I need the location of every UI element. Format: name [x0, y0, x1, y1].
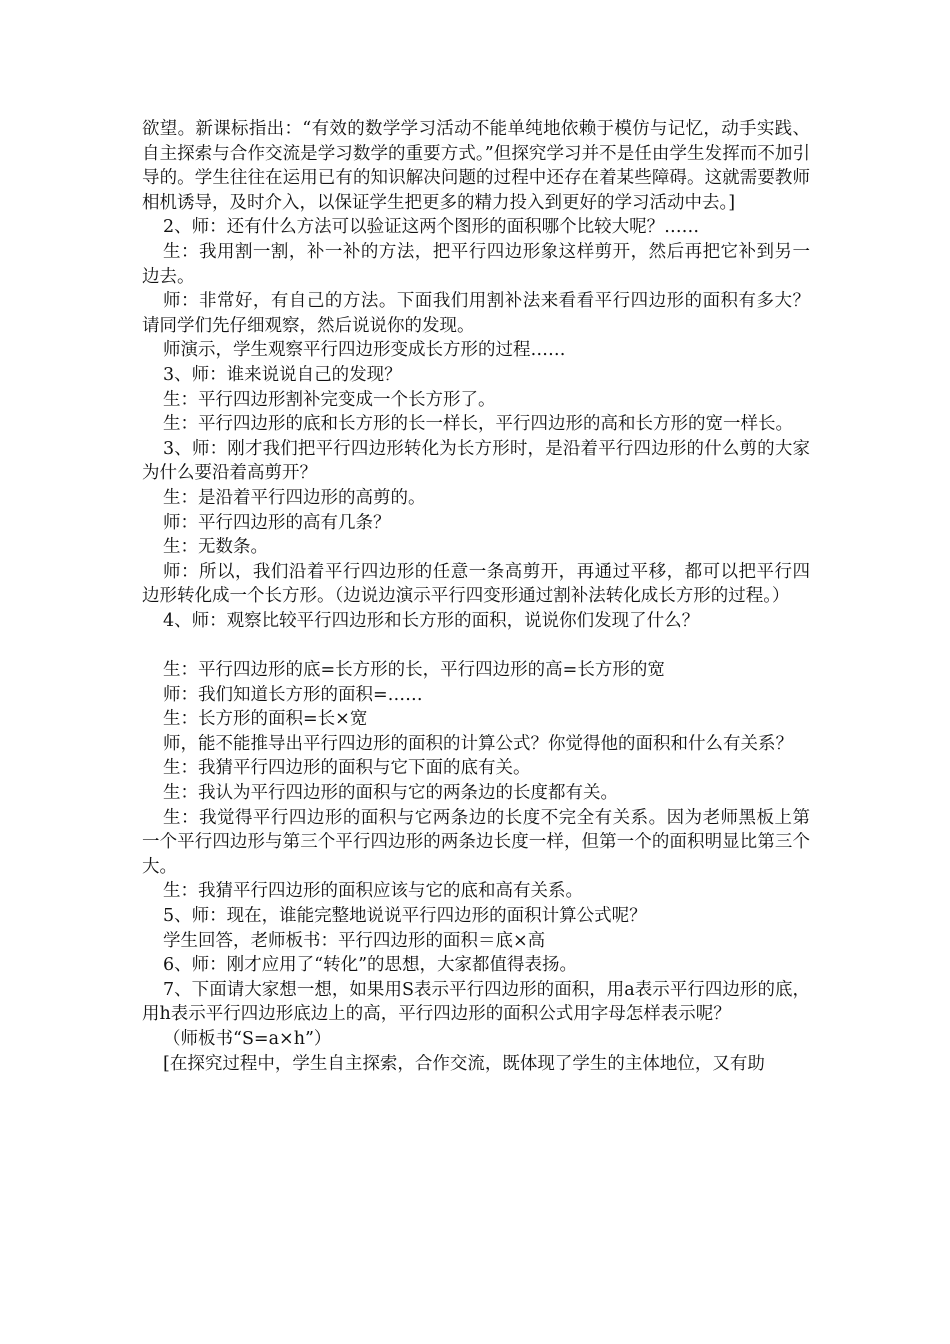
paragraph-26: 6、师：刚才应用了“转化”的思想，大家都值得表扬。: [163, 955, 578, 976]
paragraph-2: 2、师：还有什么方法可以验证这两个图形的面积哪个比较大呢？……: [163, 217, 700, 238]
paragraph-14: 4、师：观察比较平行四边形和长方形的面积，说说你们发现了什么？: [163, 610, 700, 631]
paragraph-29: [在探究过程中，学生自主探索，合作交流，既体现了学生的主体地位，又有助: [163, 1053, 765, 1074]
paragraph-12: 生：无数条。: [163, 537, 268, 558]
document-page: [142, 117, 810, 1076]
paragraph-24: 5、师：现在，谁能完整地说说平行四边形的面积计算公式呢？: [163, 906, 647, 926]
paragraph-23: 生：我猜平行四边形的面积应该与它的底和高有关系。: [163, 881, 583, 902]
paragraph-7: 生：平行四边形割补完变成一个长方形了。: [163, 389, 496, 410]
paragraph-11: 师：平行四边形的高有几条？: [163, 512, 391, 533]
paragraph-28: （师板书“S=a×h”）: [163, 1028, 332, 1049]
paragraph-10: 生：是沿着平行四边形的高剪的。: [163, 487, 426, 508]
blank-line: [142, 633, 810, 658]
paragraph-21: 生：我认为平行四边形的面积与它的两条边的长度都有关。: [163, 783, 618, 804]
paragraph-6: 3、师：谁来说说自己的发现？: [163, 364, 402, 385]
paragraph-1: 欲望。新课标指出：“有效的数学学习活动不能单纯地依赖于模仿与记忆，动手实践、自主探索与合作交流是学习数学的重要方式。”但探究学习并不是任由学生发挥而不加引导的。学生往往在运用已有的知识解决问题的过程中还存在着某些障碍。这就需要教师相机诱导，及时介入，以保证学生把更多的精力投入到更好的学习活动中去。]: [142, 119, 810, 213]
paragraph-16: 生：平行四边形的底=长方形的长，平行四边形的高=长方形的宽: [163, 660, 665, 681]
paragraph-19: 师，能不能推导出平行四边形的面积的计算公式？你觉得他的面积和什么有关系？: [163, 733, 793, 754]
paragraph-9: 3、师：刚才我们把平行四边形转化为长方形时，是沿着平行四边形的什么剪的大家为什么要沿着高剪开？: [142, 438, 810, 484]
paragraph-8: 生：平行四边形的底和长方形的长一样长，平行四边形的高和长方形的宽一样长。: [163, 414, 793, 435]
paragraph-3: 生：我用割一割，补一补的方法，把平行四边形象这样剪开，然后再把它补到另一边去。: [142, 241, 810, 287]
paragraph-22: 生：我觉得平行四边形的面积与它两条边的长度不完全有关系。因为老师黑板上第一个平行四边形与第三个平行四边形的两条边长度一样，但第一个的面积明显比第三个大。: [142, 807, 810, 877]
paragraph-27: 7、下面请大家想一想，如果用S表示平行四边形的面积，用a表示平行四边形的底，用h表示平行四边形底边上的高，平行四边形的面积公式用字母怎样表示呢？: [142, 979, 810, 1025]
paragraph-4: 师：非常好，有自己的方法。下面我们用割补法来看看平行四边形的面积有多大？请同学们先仔细观察，然后说说你的发现。: [142, 291, 810, 336]
paragraph-17: 师：我们知道长方形的面积=……: [163, 684, 423, 705]
paragraph-13: 师：所以，我们沿着平行四边形的任意一条高剪开，再通过平移，都可以把平行四边形转化成一个长方形。（边说边演示平行四变形通过割补法转化成长方形的过程。）: [142, 561, 810, 607]
paragraph-18: 生：长方形的面积=长×宽: [163, 709, 368, 730]
paragraph-20: 生：我猜平行四边形的面积与它下面的底有关。: [163, 758, 531, 779]
paragraph-5: 师演示，学生观察平行四边形变成长方形的过程……: [163, 340, 566, 361]
paragraph-25: 学生回答，老师板书：平行四边形的面积＝底×高: [163, 930, 546, 951]
